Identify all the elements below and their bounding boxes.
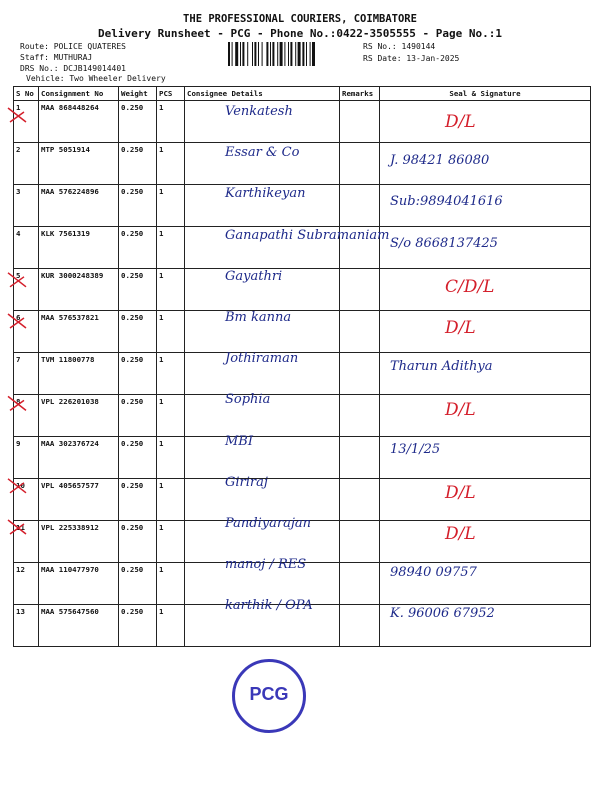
- cell-pcs: 1: [157, 101, 185, 143]
- consignee-handwriting: Bm kanna: [225, 310, 292, 325]
- seal-signature-handwriting: S/o 8668137425: [390, 235, 498, 251]
- cell-pcs: 1: [157, 227, 185, 269]
- consignee-handwriting: Pandiyarajan: [225, 516, 311, 531]
- cell-consignee: [185, 185, 340, 227]
- cell-weight: 0.250: [119, 311, 157, 353]
- cell-seal: [380, 563, 591, 605]
- cell-consignee: [185, 479, 340, 521]
- drs-label: DRS No.: DCJB149014401: [20, 64, 126, 73]
- cell-consignee: [185, 605, 340, 647]
- cell-remarks: [340, 185, 380, 227]
- cell-seal: [380, 353, 591, 395]
- cell-weight: 0.250: [119, 143, 157, 185]
- cell-remarks: [340, 521, 380, 563]
- cell-weight: 0.250: [119, 101, 157, 143]
- header-remarks: Remarks: [340, 87, 380, 101]
- cell-seal: [380, 521, 591, 563]
- cell-weight: 0.250: [119, 563, 157, 605]
- stamp-text: PCG: [249, 684, 289, 704]
- cell-consignee: [185, 563, 340, 605]
- staff-label: Staff: MUTHURAJ: [20, 53, 93, 62]
- cell-seal: [380, 395, 591, 437]
- cell-weight: 0.250: [119, 395, 157, 437]
- cell-pcs: 1: [157, 353, 185, 395]
- cell-pcs: 1: [157, 395, 185, 437]
- cell-consignment: MAA 576224896: [39, 185, 119, 227]
- cell-consignee: [185, 311, 340, 353]
- seal-signature-handwriting: K. 96006 67952: [390, 606, 495, 622]
- cell-consignee: [185, 101, 340, 143]
- cell-consignment: MTP 5051914: [39, 143, 119, 185]
- consignee-handwriting: Karthikeyan: [225, 186, 306, 202]
- cell-consignee: [185, 521, 340, 563]
- seal-signature-handwriting: C/D/L: [445, 276, 495, 297]
- header-seal: Seal & Signature: [380, 87, 591, 101]
- cell-consignment: MAA 576537821: [39, 311, 119, 353]
- table-row: [14, 353, 591, 395]
- cell-consignment: MAA 110477970: [39, 563, 119, 605]
- cell-remarks: [340, 437, 380, 479]
- header-pcs: PCS: [157, 87, 185, 101]
- cell-seal: [380, 479, 591, 521]
- seal-signature-handwriting: J. 98421 86080: [390, 153, 490, 169]
- table-row: [14, 227, 591, 269]
- table-row: [14, 395, 591, 437]
- cell-pcs: 1: [157, 479, 185, 521]
- consignee-handwriting: Jothiraman: [225, 351, 299, 367]
- table-row: [14, 479, 591, 521]
- table-row: [14, 269, 591, 311]
- consignee-handwriting: Essar & Co: [225, 145, 300, 161]
- table-row: [14, 605, 591, 647]
- header-weight: Weight: [119, 87, 157, 101]
- table-row: [14, 185, 591, 227]
- seal-signature-handwriting: D/L: [445, 482, 476, 503]
- cell-pcs: 1: [157, 269, 185, 311]
- cell-sno: 5: [14, 269, 39, 311]
- cell-remarks: [340, 143, 380, 185]
- cell-consignee: [185, 437, 340, 479]
- cell-seal: [380, 605, 591, 647]
- cell-remarks: [340, 563, 380, 605]
- cell-pcs: 1: [157, 437, 185, 479]
- consignee-handwriting: Gayathri: [225, 268, 283, 284]
- cell-pcs: 1: [157, 311, 185, 353]
- cell-consignee: [185, 227, 340, 269]
- rs-date-label: RS Date: 13-Jan-2025: [363, 54, 460, 63]
- cell-weight: 0.250: [119, 227, 157, 269]
- cell-remarks: [340, 395, 380, 437]
- cell-sno: 3: [14, 185, 39, 227]
- seal-signature-handwriting: D/L: [445, 318, 476, 338]
- rs-no-label: RS No.: 1490144: [363, 42, 436, 51]
- consignee-handwriting: Sophia: [225, 392, 271, 408]
- cell-pcs: 1: [157, 563, 185, 605]
- cell-sno: 9: [14, 437, 39, 479]
- cell-consignment: VPL 225338912: [39, 521, 119, 563]
- header-consignment: Consignment No: [39, 87, 119, 101]
- cell-consignment: KLK 7561319: [39, 227, 119, 269]
- cell-consignment: MAA 868448264: [39, 101, 119, 143]
- seal-signature-handwriting: D/L: [445, 112, 476, 132]
- table-row: [14, 143, 591, 185]
- consignee-handwriting: manoj / RES: [225, 557, 307, 573]
- seal-signature-handwriting: D/L: [445, 400, 476, 421]
- cell-seal: [380, 311, 591, 353]
- seal-signature-handwriting: Tharun Adithya: [390, 359, 493, 375]
- table-row: [14, 521, 591, 563]
- cell-remarks: [340, 269, 380, 311]
- cell-weight: 0.250: [119, 521, 157, 563]
- table-row: [14, 437, 591, 479]
- cell-seal: [380, 185, 591, 227]
- cell-weight: 0.250: [119, 605, 157, 647]
- company-title: THE PROFESSIONAL COURIERS, COIMBATORE: [183, 13, 417, 25]
- consignee-handwriting: Giriraj: [225, 474, 268, 490]
- cell-sno: 4: [14, 227, 39, 269]
- cell-seal: [380, 143, 591, 185]
- cell-seal: [380, 269, 591, 311]
- cell-pcs: 1: [157, 521, 185, 563]
- cell-weight: 0.250: [119, 353, 157, 395]
- cell-pcs: 1: [157, 143, 185, 185]
- cell-consignment: VPL 405657577: [39, 479, 119, 521]
- header-consignee: Consignee Details: [185, 87, 340, 101]
- cell-sno: 12: [14, 563, 39, 605]
- cell-remarks: [340, 353, 380, 395]
- cell-weight: 0.250: [119, 437, 157, 479]
- table-row: [14, 563, 591, 605]
- cell-sno: 2: [14, 143, 39, 185]
- cell-sno: 1: [14, 101, 39, 143]
- cell-sno: 7: [14, 353, 39, 395]
- vehicle-label: Vehicle: Two Wheeler Delivery: [26, 74, 166, 83]
- cell-remarks: [340, 227, 380, 269]
- cell-consignment: MAA 302376724: [39, 437, 119, 479]
- cell-consignment: MAA 575647560: [39, 605, 119, 647]
- cell-remarks: [340, 479, 380, 521]
- cell-consignment: TVM 11800778: [39, 353, 119, 395]
- table-row: [14, 101, 591, 143]
- seal-signature-handwriting: D/L: [445, 524, 476, 544]
- cell-consignee: [185, 269, 340, 311]
- consignee-handwriting: MBI: [225, 433, 253, 449]
- cell-sno: 6: [14, 311, 39, 353]
- cell-remarks: [340, 311, 380, 353]
- header-sno: S No: [14, 87, 39, 101]
- cell-weight: 0.250: [119, 269, 157, 311]
- cell-consignee: [185, 353, 340, 395]
- runsheet-table: [13, 86, 591, 647]
- seal-signature-handwriting: 13/1/25: [390, 441, 441, 457]
- consignee-handwriting: Venkatesh: [225, 104, 293, 119]
- cell-seal: [380, 227, 591, 269]
- table-header-row: [14, 87, 591, 101]
- cell-pcs: 1: [157, 185, 185, 227]
- consignee-handwriting: karthik / OPA: [225, 598, 313, 614]
- cell-seal: [380, 101, 591, 143]
- table-row: [14, 311, 591, 353]
- cell-sno: 8: [14, 395, 39, 437]
- cell-consignment: KUR 3000248389: [39, 269, 119, 311]
- cell-consignment: VPL 226201038: [39, 395, 119, 437]
- barcode-image: [228, 42, 356, 66]
- consignee-handwriting: Ganapathi Subramaniam: [225, 227, 390, 243]
- cell-sno: 13: [14, 605, 39, 647]
- cell-remarks: [340, 605, 380, 647]
- cell-pcs: 1: [157, 605, 185, 647]
- cell-weight: 0.250: [119, 185, 157, 227]
- seal-signature-handwriting: 98940 09757: [390, 565, 477, 581]
- runsheet-title: Delivery Runsheet - PCG - Phone No.:0422-3505555 - Page No.:1: [98, 27, 502, 40]
- cell-sno: 10: [14, 479, 39, 521]
- seal-signature-handwriting: Sub:9894041616: [390, 194, 503, 210]
- pcg-stamp: [232, 659, 306, 733]
- route-label: Route: POLICE QUATERES: [20, 42, 126, 51]
- cell-weight: 0.250: [119, 479, 157, 521]
- cell-sno: 11: [14, 521, 39, 563]
- cell-consignee: [185, 395, 340, 437]
- cell-consignee: [185, 143, 340, 185]
- cell-remarks: [340, 101, 380, 143]
- cell-seal: [380, 437, 591, 479]
